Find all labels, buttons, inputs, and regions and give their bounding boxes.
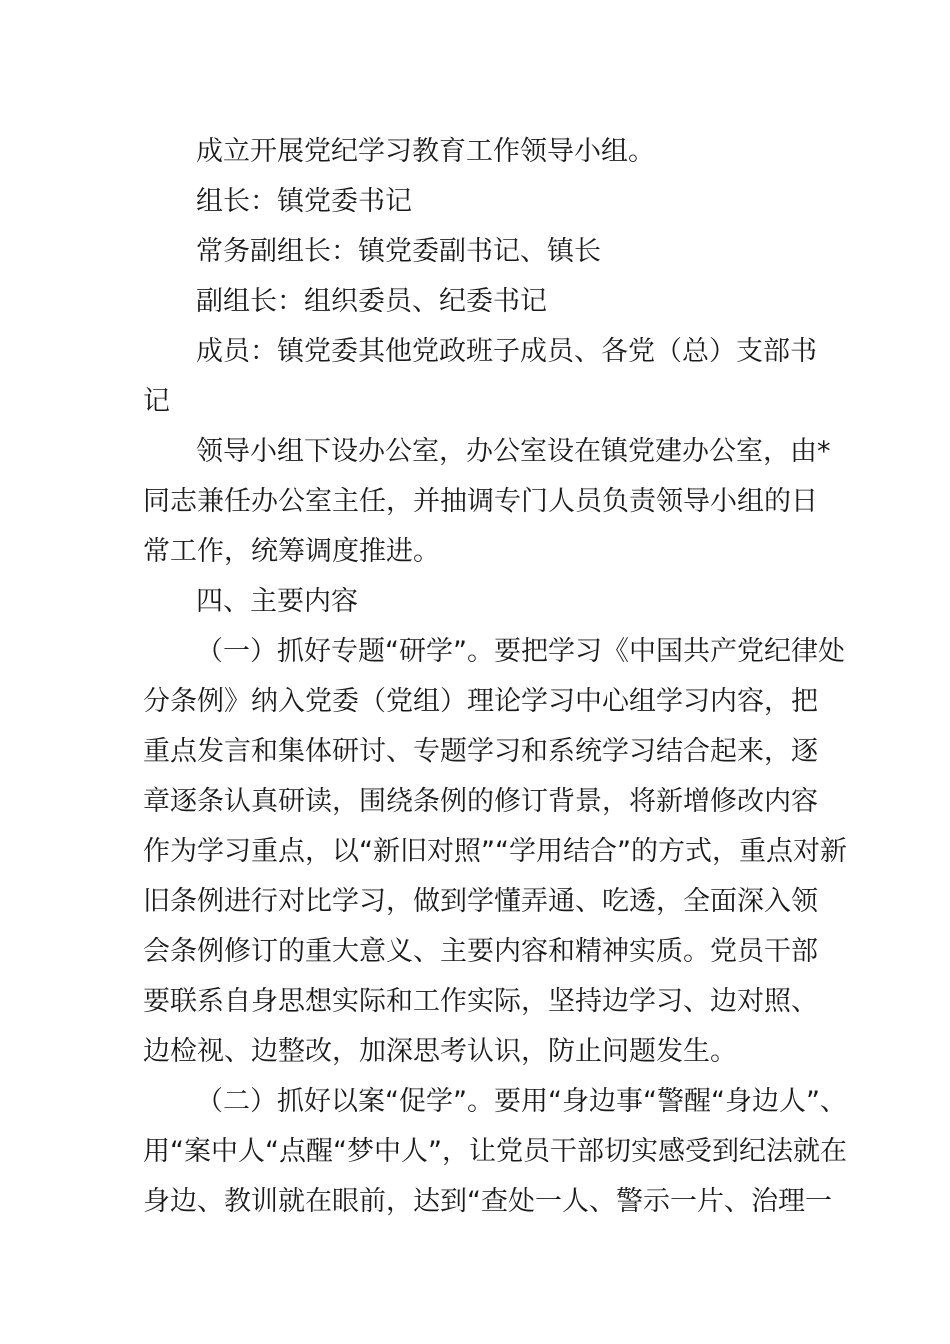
paragraph-line: 章逐条认真研读，围绕条例的修订背景，将新增修改内容 — [143, 786, 818, 817]
section-heading: 四、主要内容 — [196, 586, 358, 617]
paragraph-line: 身边、教训就在眼前，达到“查处一人、警示一片、治理一 — [143, 1186, 832, 1217]
paragraph-line: 重点发言和集体研讨、专题学习和系统学习结合起来，逐 — [143, 736, 818, 767]
paragraph-line: 常务副组长：镇党委副书记、镇长 — [196, 236, 601, 267]
paragraph-line: 成立开展党纪学习教育工作领导小组。 — [196, 136, 655, 167]
paragraph-line: （一）抓好专题“研学”。要把学习《中国共产党纪律处 — [196, 636, 845, 667]
paragraph-line: 要联系自身思想实际和工作实际，坚持边学习、边对照、 — [143, 986, 818, 1017]
paragraph-line: 常工作，统筹调度推进。 — [143, 536, 440, 567]
paragraph-line: 边检视、边整改，加深思考认识，防止问题发生。 — [143, 1036, 737, 1067]
paragraph-line: 同志兼任办公室主任，并抽调专门人员负责领导小组的日 — [143, 486, 818, 517]
paragraph-line: 分条例》纳入党委（党组）理论学习中心组学习内容，把 — [143, 686, 818, 717]
paragraph-line: 记 — [143, 386, 170, 417]
paragraph-line: 成员：镇党委其他党政班子成员、各党（总）支部书 — [196, 336, 817, 367]
paragraph-line: 用“案中人“点醒“梦中人”，让党员干部切实感受到纪法就在 — [143, 1136, 847, 1167]
paragraph-line: （二）抓好以案“促学”。要用“身边事“警醒“身边人”、 — [196, 1086, 847, 1117]
paragraph-line: 领导小组下设办公室，办公室设在镇党建办公室，由* — [196, 436, 831, 467]
paragraph-line: 旧条例进行对比学习，做到学懂弄通、吃透，全面深入领 — [143, 886, 818, 917]
paragraph-line: 作为学习重点，以“新旧对照”“学用结合”的方式，重点对新 — [143, 836, 847, 867]
paragraph-line: 组长：镇党委书记 — [196, 186, 412, 217]
paragraph-line: 会条例修订的重大意义、主要内容和精神实质。党员干部 — [143, 936, 818, 967]
paragraph-line: 副组长：组织委员、纪委书记 — [196, 286, 547, 317]
